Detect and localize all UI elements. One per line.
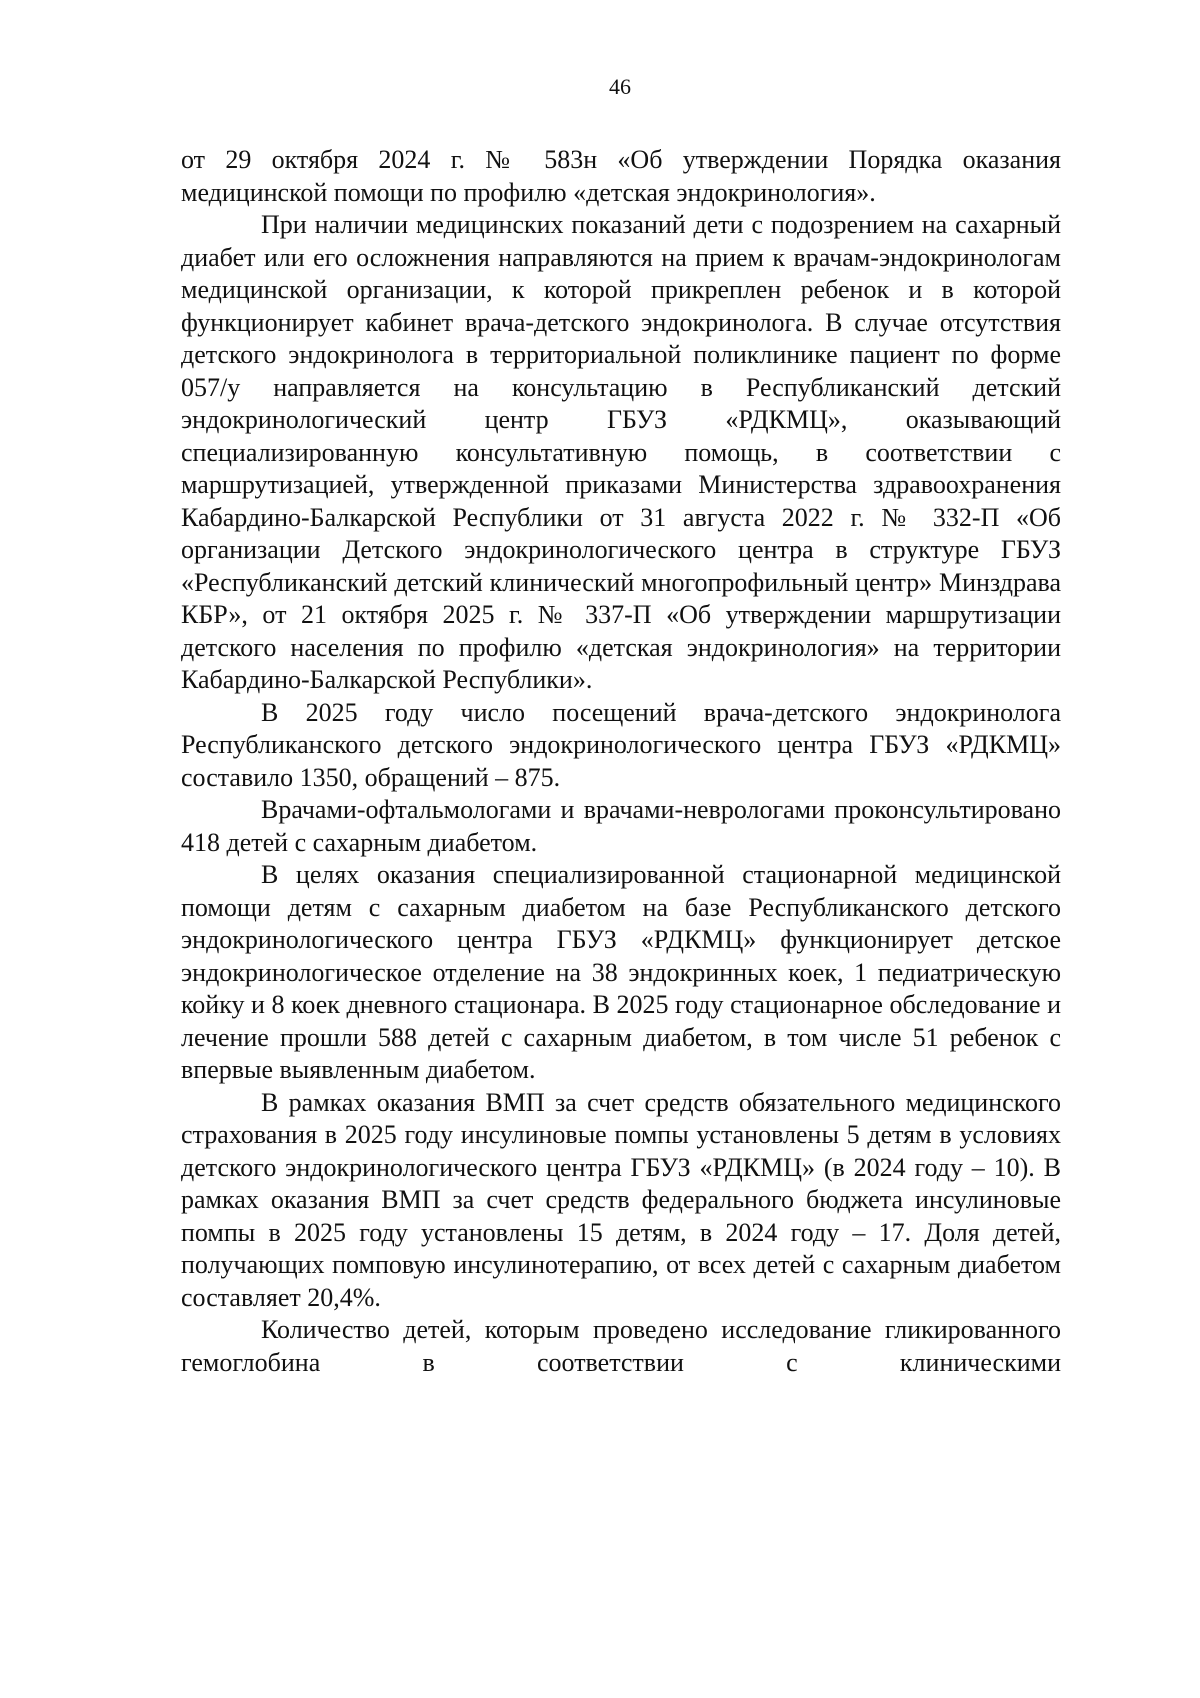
paragraph-continuation: от 29 октября 2024 г. № 583н «Об утверждении Порядка оказания медицинской помощи по профилю «детская эндокринология». [181,145,1061,207]
paragraph-inpatient: В целях оказания специализированной стационарной медицинской помощи детям с сахарным диабетом на базе Республиканского детского эндокринологического центра ГБУЗ «РДКМЦ» функционирует детское эндокринологическое отделение на 38 эндокринных коек, 1 педиатрическую койку и 8 коек дневного стационара. В 2025 году стационарное обследование и лечение прошли 588 детей с сахарным диабетом, в том числе 51 ребенок с впервые выявленным диабетом. [181,860,1061,1084]
paragraph-visits: В 2025 году число посещений врача-детского эндокринолога Республиканского детского эндокринологического центра ГБУЗ «РДКМЦ» составило 1350, обращений – 875. [181,697,1061,792]
paragraph-hemoglobin: Количество детей, которым проведено исследование гликированного гемоглобина в соответствии с клиническими [181,1315,1061,1377]
paragraph-insulin-pumps: В рамках оказания ВМП за счет средств обязательного медицинского страхования в 2025 году инсулиновые помпы установлены 5 детям в условиях детского эндокринологического центра ГБУЗ «РДКМЦ» (в 2024 году – 10). В рамках оказания ВМП за счет средств федерального бюджета инсулиновые помпы в 2025 году установлены 15 детям, в 2024 году – 17. Доля детей, получающих помповую инсулинотерапию, от всех детей с сахарным диабетом составляет 20,4%. [181,1087,1061,1312]
body-text [181,144,1061,1379]
paragraph-consultations: Врачами-офтальмологами и врачами-неврологами проконсультировано 418 детей с сахарным диабетом. [181,795,1061,857]
page-number: 46 [609,74,631,99]
paragraph-routing: При наличии медицинских показаний дети с подозрением на сахарный диабет или его осложнения направляются на прием к врачам-эндокринологам медицинской организации, к которой прикреплен ребенок и в которой функционирует кабинет врача-детского эндокринолога. В случае отсутствия детского эндокринолога в территориальной поликлинике пациент по форме 057/у направляется на консультацию в Республиканский детский эндокринологический центр ГБУЗ «РДКМЦ», оказывающий специализированную консультативную помощь, в соответствии с маршрутизацией, утвержденной приказами Министерства здравоохранения Кабардино-Балкарской Республики от 31 августа 2022 г. № 332-П «Об организации Детского эндокринологического центра в структуре ГБУЗ «Республиканский детский клинический многопрофильный центр» Минздрава КБР», от 21 октября 2025 г. № 337-П «Об утверждении маршрутизации детского населения по профилю «детская эндокринология» на территории Кабардино-Балкарской Республики». [181,210,1061,694]
